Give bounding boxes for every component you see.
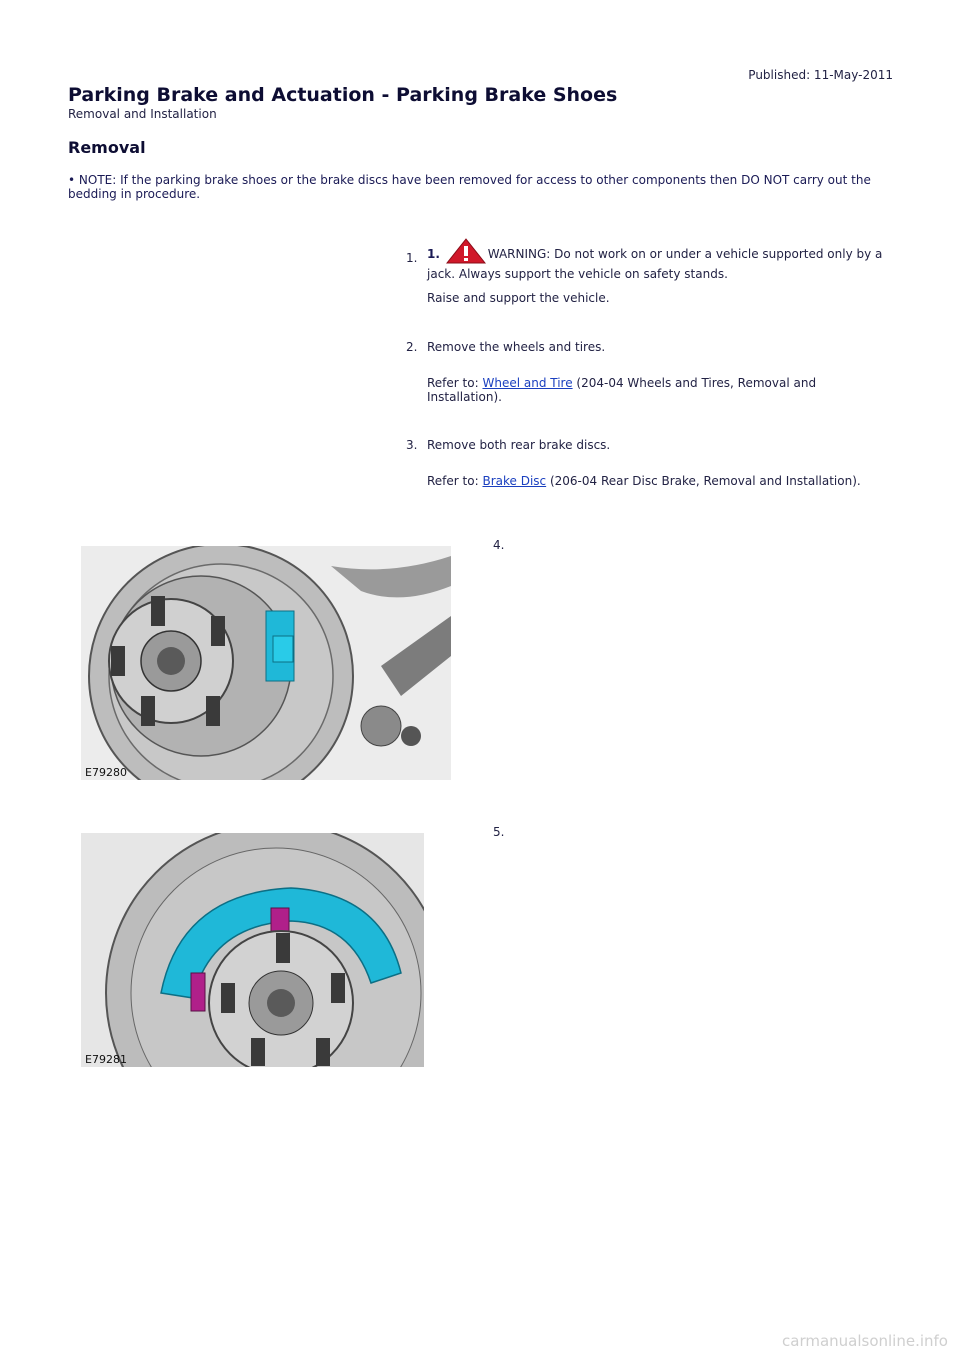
refer-label: Refer to: <box>427 474 479 488</box>
link-wheel-and-tire[interactable]: Wheel and Tire <box>482 376 573 390</box>
step-number: 4. <box>493 538 505 552</box>
step-1-warning <box>427 238 887 281</box>
published-date: Published: 11-May-2011 <box>748 68 893 82</box>
step-1-text: Raise and support the vehicle. <box>427 291 610 305</box>
page-title: Parking Brake and Actuation - Parking Brake Shoes <box>68 84 618 106</box>
figure-label: E79280 <box>85 766 127 779</box>
link-brake-disc[interactable]: Brake Disc <box>482 474 547 488</box>
brake-backing-plate-illustration <box>81 546 451 780</box>
step-number: 1. <box>406 251 418 265</box>
parking-brake-shoes-illustration <box>81 833 424 1067</box>
step-number: 3. <box>406 438 418 452</box>
warning-text: WARNING: Do not work on or under a vehicle supported only by a jack. Always support the vehicle on safety stands. <box>427 247 883 281</box>
step-number: 2. <box>406 340 418 354</box>
warning-triangle-icon <box>446 238 486 267</box>
step-3-text: Remove both rear brake discs. <box>427 438 611 452</box>
section-heading: Removal <box>68 138 146 157</box>
step-number: 5. <box>493 825 505 839</box>
watermark-footer: carmanualsonline.info <box>782 1332 948 1350</box>
step-2-reference <box>427 376 877 404</box>
figure-e79281 <box>81 833 424 1067</box>
refer-label: Refer to: <box>427 376 479 390</box>
note-text: • NOTE: If the parking brake shoes or the brake discs have been removed for access to other components then DO NOT carry out the bedding in procedure. <box>68 173 871 201</box>
refer-detail: (204-04 Wheels and Tires, Removal and Installation). <box>427 376 817 404</box>
page-subtitle: Removal and Installation <box>68 107 217 121</box>
step-3-reference <box>427 474 877 488</box>
figure-label: E79281 <box>85 1053 127 1066</box>
step-2-text: Remove the wheels and tires. <box>427 340 606 354</box>
refer-detail: (206-04 Rear Disc Brake, Removal and Installation). <box>549 474 861 488</box>
step-1-bold-number: 1. <box>427 247 440 261</box>
figure-e79280 <box>81 546 451 780</box>
